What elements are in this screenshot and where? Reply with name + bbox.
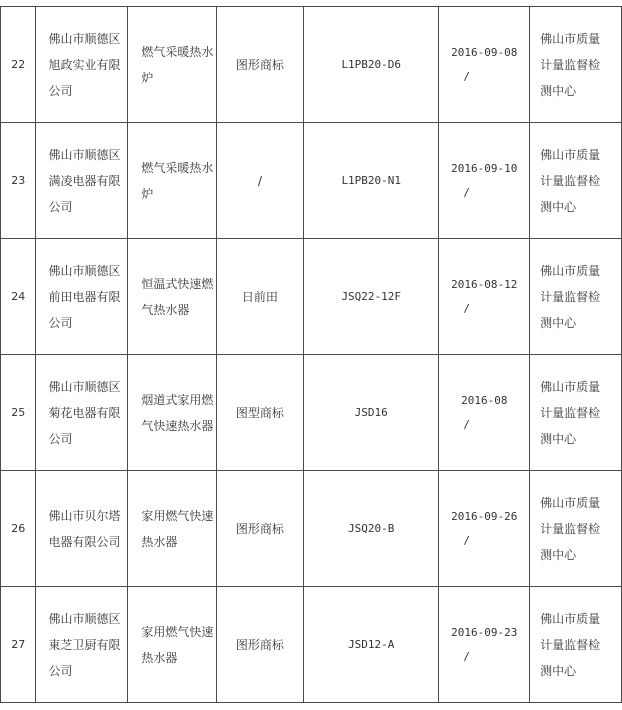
product-name <box>128 355 216 471</box>
company-name-text: 佛山市顺德区 满凌电器有限 公司 <box>48 147 121 214</box>
model-spec: JSD12-A <box>304 587 439 703</box>
product-name-text: 家用燃气快速 热水器 <box>141 624 214 665</box>
inspection-org <box>530 471 622 587</box>
company-name <box>36 7 128 123</box>
table-row <box>1 123 622 239</box>
inspection-org-text: 佛山市质量 计量监督检 测中心 <box>540 379 601 446</box>
model-spec: JSD16 <box>304 355 439 471</box>
product-name-text: 恒温式快速燃 气热水器 <box>141 276 214 317</box>
brand: 日前田 <box>216 239 303 355</box>
inspection-org-text: 佛山市质量 计量监督检 测中心 <box>540 31 601 98</box>
production-date <box>439 471 530 587</box>
brand: 图形商标 <box>216 587 303 703</box>
date-batch: / <box>463 185 471 199</box>
product-name <box>128 471 216 587</box>
company-name <box>36 123 128 239</box>
production-date <box>439 355 530 471</box>
production-date <box>439 587 530 703</box>
inspection-table <box>0 6 622 703</box>
date-batch: / <box>463 417 471 431</box>
date-value: 2016-09-08 <box>451 45 518 59</box>
company-name <box>36 587 128 703</box>
brand: / <box>216 123 303 239</box>
product-name <box>128 239 216 355</box>
company-name-text: 佛山市顺德区 菊花电器有限 公司 <box>48 379 121 446</box>
brand: 图形商标 <box>216 7 303 123</box>
date-value: 2016-09-10 <box>451 161 518 175</box>
date-value: 2016-09-26 <box>451 509 518 523</box>
model-spec: L1PB20-N1 <box>304 123 439 239</box>
model-spec: JSQ20-B <box>304 471 439 587</box>
inspection-org-text: 佛山市质量 计量监督检 测中心 <box>540 147 601 214</box>
company-name-text: 佛山市贝尔塔 电器有限公司 <box>48 508 121 549</box>
row-number: 22 <box>1 7 36 123</box>
inspection-org-text: 佛山市质量 计量监督检 测中心 <box>540 495 601 562</box>
production-date <box>439 123 530 239</box>
inspection-org-text: 佛山市质量 计量监督检 测中心 <box>540 263 601 330</box>
brand: 图型商标 <box>216 355 303 471</box>
inspection-org-text: 佛山市质量 计量监督检 测中心 <box>540 611 601 678</box>
date-value: 2016-08 <box>461 393 508 407</box>
row-number: 23 <box>1 123 36 239</box>
company-name-text: 佛山市顺德区 東芝卫厨有限 公司 <box>48 611 121 678</box>
row-number: 27 <box>1 587 36 703</box>
inspection-org <box>530 239 622 355</box>
row-number: 24 <box>1 239 36 355</box>
product-name <box>128 587 216 703</box>
company-name-text: 佛山市顺德区 旭政实业有限 公司 <box>48 31 121 98</box>
inspection-org <box>530 7 622 123</box>
date-batch: / <box>463 649 471 663</box>
brand: 图形商标 <box>216 471 303 587</box>
product-name-text: 燃气采暖热水 炉 <box>141 44 214 85</box>
table-row <box>1 239 622 355</box>
inspection-org <box>530 587 622 703</box>
inspection-org <box>530 123 622 239</box>
row-number: 26 <box>1 471 36 587</box>
company-name <box>36 355 128 471</box>
table-row <box>1 471 622 587</box>
company-name <box>36 239 128 355</box>
model-spec: L1PB20-D6 <box>304 7 439 123</box>
production-date <box>439 239 530 355</box>
product-name-text: 燃气采暖热水 炉 <box>141 160 214 201</box>
product-name <box>128 123 216 239</box>
date-value: 2016-08-12 <box>451 277 518 291</box>
company-name <box>36 471 128 587</box>
product-name-text: 家用燃气快速 热水器 <box>141 508 214 549</box>
product-name-text: 烟道式家用燃 气快速热水器 <box>141 392 214 433</box>
production-date <box>439 7 530 123</box>
row-number: 25 <box>1 355 36 471</box>
product-name <box>128 7 216 123</box>
date-batch: / <box>463 301 471 315</box>
model-spec: JSQ22-12F <box>304 239 439 355</box>
table-row <box>1 7 622 123</box>
table-row <box>1 355 622 471</box>
table-row <box>1 587 622 703</box>
inspection-org <box>530 355 622 471</box>
company-name-text: 佛山市顺德区 前田电器有限 公司 <box>48 263 121 330</box>
date-batch: / <box>463 533 471 547</box>
date-batch: / <box>463 69 471 83</box>
date-value: 2016-09-23 <box>451 625 518 639</box>
